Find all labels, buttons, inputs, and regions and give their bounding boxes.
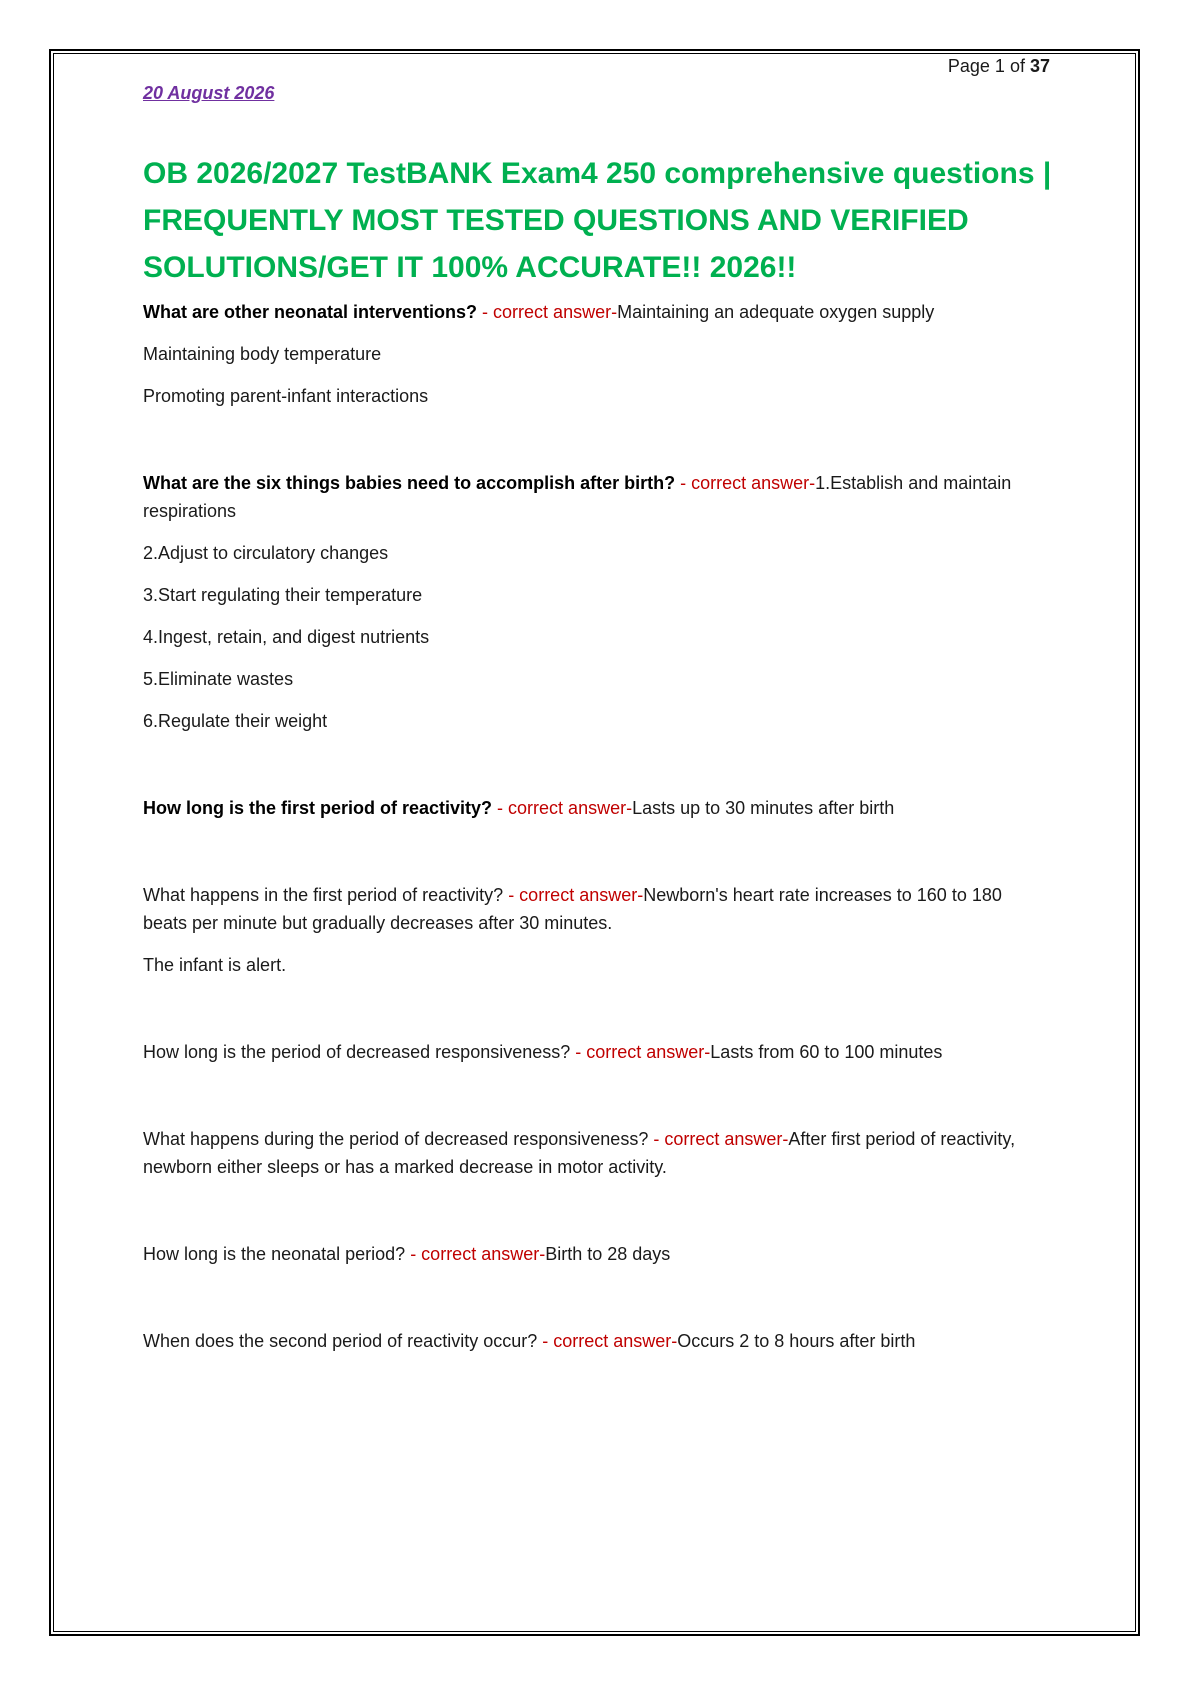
qa-item-5 [143,1038,1048,1066]
question-5: How long is the period of decreased responsiveness? [143,1042,571,1062]
answer-2-line-6: 6.Regulate their weight [143,711,328,731]
answer-1: Maintaining an adequate oxygen supply [617,302,935,322]
answer-separator-4: - correct answer- [503,885,644,905]
answer-4: Newborn's heart rate increases to 160 to 180 beats per minute but gradually decreases after 30 minutes. [143,885,1002,933]
question-8: When does the second period of reactivity occur? [143,1331,538,1351]
page-number [948,56,1050,77]
qa-item-6 [143,1125,1048,1181]
answer-1-line-3: Promoting parent-infant interactions [143,386,429,406]
answer-separator-2: - correct answer- [675,473,816,493]
answer-5: Lasts from 60 to 100 minutes [710,1042,943,1062]
answer-4-line-2: The infant is alert. [143,955,287,975]
answer-separator-8: - correct answer- [537,1331,678,1351]
answer-separator-3: - correct answer- [492,798,633,818]
question-1: What are other neonatal interventions? [143,302,478,322]
question-4: What happens in the first period of reactivity? [143,885,504,905]
answer-separator-7: - correct answer- [405,1244,546,1264]
answer-3: Lasts up to 30 minutes after birth [632,798,895,818]
answer-2-line-2: 2.Adjust to circulatory changes [143,543,389,563]
question-2: What are the six things babies need to accomplish after birth? [143,473,676,493]
answer-separator-5: - correct answer- [570,1042,711,1062]
question-3: How long is the first period of reactivity? [143,798,493,818]
answer-2-line-4: 4.Ingest, retain, and digest nutrients [143,627,430,647]
question-6: What happens during the period of decreased responsiveness? [143,1129,649,1149]
answer-separator-1: - correct answer- [477,302,618,322]
answer-2-line-3: 3.Start regulating their temperature [143,585,423,605]
answer-2: 1.Establish and maintain respirations [143,473,1012,521]
qa-item-4 [143,881,1048,937]
document-title: OB 2026/2027 TestBANK Exam4 250 comprehensive questions | FREQUENTLY MOST TESTED QUESTIONS AND VERIFIED SOLUTIONS/GET IT 100% ACCURATE!! 2026!! [143,157,1052,284]
qa-item-3 [143,794,1048,822]
answer-7: Birth to 28 days [545,1244,671,1264]
document-date: 20 August 2026 [143,83,275,103]
answer-separator-6: - correct answer- [648,1129,789,1149]
answer-6: After first period of reactivity, newborn either sleeps or has a marked decrease in motor activity. [143,1129,1016,1177]
page-number-total: 37 [1029,56,1050,76]
answer-8: Occurs 2 to 8 hours after birth [677,1331,916,1351]
qa-content [143,298,1048,1355]
qa-item-8 [143,1327,1048,1355]
qa-item-7 [143,1240,1048,1268]
answer-2-line-5: 5.Eliminate wastes [143,669,294,689]
qa-item-1 [143,298,1048,326]
question-7: How long is the neonatal period? [143,1244,406,1264]
answer-1-line-2: Maintaining body temperature [143,344,382,364]
qa-item-2 [143,469,1048,525]
page-number-label: Page 1 of [947,56,1025,76]
